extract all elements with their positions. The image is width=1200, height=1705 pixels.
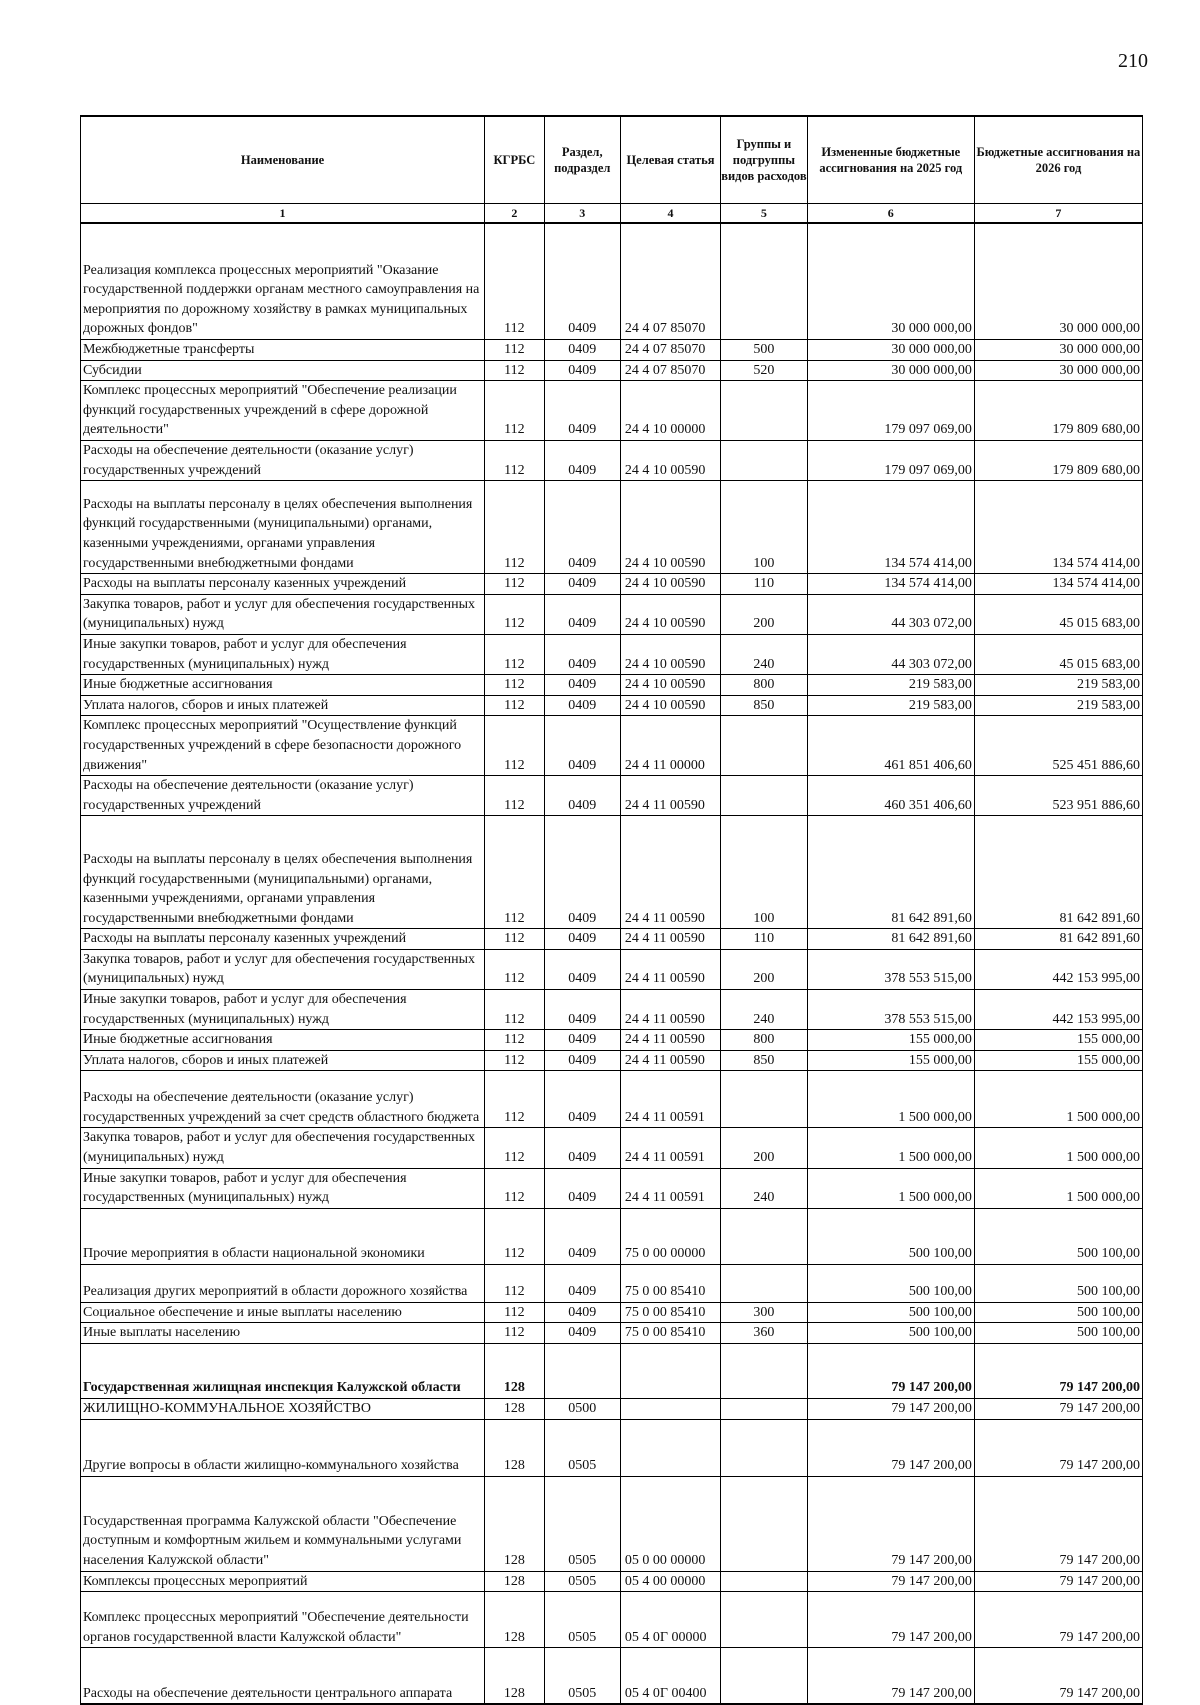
row-name-cell: Расходы на обеспечение деятельности центрального аппарата	[81, 1648, 485, 1705]
row-section-cell: 0409	[544, 1071, 620, 1128]
table-row	[81, 634, 1143, 674]
row-2026-cell: 500 100,00	[974, 1323, 1142, 1344]
row-kgrbs-cell: 112	[485, 1323, 545, 1344]
row-section-cell: 0409	[544, 776, 620, 816]
row-kgrbs-cell: 112	[485, 929, 545, 950]
row-name-cell: Иные закупки товаров, работ и услуг для обеспечения государственных (муниципальных) нужд	[81, 990, 485, 1030]
table-row	[81, 481, 1143, 574]
row-expense-group-cell: 200	[721, 949, 808, 989]
table-row	[81, 929, 1143, 950]
row-2025-cell: 79 147 200,00	[807, 1476, 974, 1571]
row-2026-cell: 134 574 414,00	[974, 481, 1142, 574]
row-target-article-cell: 24 4 07 85070	[620, 223, 720, 340]
row-2026-cell: 30 000 000,00	[974, 360, 1142, 381]
row-2025-cell: 44 303 072,00	[807, 594, 974, 634]
row-expense-group-cell: 100	[721, 816, 808, 929]
row-2025-cell: 79 147 200,00	[807, 1571, 974, 1592]
row-expense-group-cell: 850	[721, 695, 808, 716]
row-target-article-cell: 24 4 11 00000	[620, 716, 720, 776]
row-name-cell: Расходы на выплаты персоналу в целях обеспечения выполнения функций государственными (муниципальными) органами, казенными учреждениями, органами управления государственными внебюджетными фондами	[81, 481, 485, 574]
row-2025-cell: 1 500 000,00	[807, 1168, 974, 1208]
row-expense-group-cell: 240	[721, 1168, 808, 1208]
row-target-article-cell: 24 4 11 00590	[620, 990, 720, 1030]
row-expense-group-cell	[721, 1264, 808, 1302]
row-2026-cell: 219 583,00	[974, 695, 1142, 716]
row-section-cell	[544, 1344, 620, 1399]
row-kgrbs-cell: 112	[485, 1302, 545, 1323]
row-2026-cell: 30 000 000,00	[974, 223, 1142, 340]
row-target-article-cell: 05 4 00 00000	[620, 1571, 720, 1592]
row-2025-cell: 30 000 000,00	[807, 340, 974, 361]
table-row	[81, 574, 1143, 595]
row-expense-group-cell	[721, 1476, 808, 1571]
row-2026-cell: 79 147 200,00	[974, 1344, 1142, 1399]
row-expense-group-cell: 520	[721, 360, 808, 381]
row-kgrbs-cell: 112	[485, 440, 545, 480]
table-row	[81, 1571, 1143, 1592]
row-section-cell: 0409	[544, 481, 620, 574]
row-target-article-cell: 24 4 07 85070	[620, 360, 720, 381]
row-2026-cell: 179 809 680,00	[974, 381, 1142, 441]
row-2026-cell: 523 951 886,60	[974, 776, 1142, 816]
row-2025-cell: 460 351 406,60	[807, 776, 974, 816]
row-kgrbs-cell: 112	[485, 695, 545, 716]
row-name-cell: Расходы на выплаты персоналу в целях обеспечения выполнения функций государственными (муниципальными) органами, казенными учреждениями, органами управления государственными внебюджетными фондами	[81, 816, 485, 929]
row-section-cell: 0505	[544, 1648, 620, 1705]
row-2025-cell: 79 147 200,00	[807, 1344, 974, 1399]
row-kgrbs-cell: 112	[485, 574, 545, 595]
row-name-cell: Закупка товаров, работ и услуг для обеспечения государственных (муниципальных) нужд	[81, 594, 485, 634]
row-section-cell: 0409	[544, 675, 620, 696]
row-2026-cell: 45 015 683,00	[974, 594, 1142, 634]
header-kgrbs: КГРБС	[485, 116, 545, 204]
row-kgrbs-cell: 112	[485, 340, 545, 361]
row-section-cell: 0409	[544, 1168, 620, 1208]
row-target-article-cell: 24 4 11 00590	[620, 1050, 720, 1071]
row-kgrbs-cell: 112	[485, 634, 545, 674]
row-expense-group-cell: 240	[721, 990, 808, 1030]
table-row	[81, 1302, 1143, 1323]
header-row	[81, 116, 1143, 204]
budget-table	[80, 115, 1143, 1705]
table-row	[81, 223, 1143, 340]
row-expense-group-cell: 240	[721, 634, 808, 674]
row-name-cell: Комплекс процессных мероприятий "Осуществление функций государственных учреждений в сфере безопасности дорожного движения"	[81, 716, 485, 776]
row-2025-cell: 81 642 891,60	[807, 929, 974, 950]
row-2025-cell: 134 574 414,00	[807, 574, 974, 595]
row-name-cell: Расходы на обеспечение деятельности (оказание услуг) государственных учреждений	[81, 776, 485, 816]
row-2026-cell: 179 809 680,00	[974, 440, 1142, 480]
row-target-article-cell: 24 4 11 00590	[620, 1030, 720, 1051]
row-2026-cell: 219 583,00	[974, 675, 1142, 696]
row-2026-cell: 81 642 891,60	[974, 929, 1142, 950]
table-row	[81, 1030, 1143, 1051]
row-target-article-cell: 24 4 10 00590	[620, 594, 720, 634]
row-target-article-cell: 24 4 11 00591	[620, 1128, 720, 1168]
row-section-cell: 0409	[544, 990, 620, 1030]
row-target-article-cell: 24 4 10 00590	[620, 695, 720, 716]
row-target-article-cell: 75 0 00 00000	[620, 1208, 720, 1264]
row-2025-cell: 500 100,00	[807, 1323, 974, 1344]
row-kgrbs-cell: 128	[485, 1476, 545, 1571]
column-number-row	[81, 204, 1143, 224]
row-expense-group-cell: 300	[721, 1302, 808, 1323]
row-kgrbs-cell: 112	[485, 1208, 545, 1264]
row-kgrbs-cell: 112	[485, 1264, 545, 1302]
table-row	[81, 776, 1143, 816]
row-name-cell: Прочие мероприятия в области национальной экономики	[81, 1208, 485, 1264]
row-target-article-cell	[620, 1419, 720, 1476]
row-2025-cell: 81 642 891,60	[807, 816, 974, 929]
row-section-cell: 0409	[544, 1302, 620, 1323]
row-expense-group-cell	[721, 1344, 808, 1399]
table-row	[81, 1264, 1143, 1302]
row-name-cell: Реализация других мероприятий в области дорожного хозяйства	[81, 1264, 485, 1302]
row-expense-group-cell	[721, 1399, 808, 1420]
row-section-cell: 0500	[544, 1399, 620, 1420]
row-name-cell: Уплата налогов, сборов и иных платежей	[81, 695, 485, 716]
table-row	[81, 1419, 1143, 1476]
row-kgrbs-cell: 112	[485, 816, 545, 929]
row-2025-cell: 79 147 200,00	[807, 1648, 974, 1705]
column-number: 5	[721, 204, 808, 224]
row-2026-cell: 500 100,00	[974, 1264, 1142, 1302]
row-kgrbs-cell: 128	[485, 1571, 545, 1592]
row-target-article-cell: 24 4 11 00591	[620, 1168, 720, 1208]
row-2025-cell: 179 097 069,00	[807, 381, 974, 441]
row-2025-cell: 378 553 515,00	[807, 949, 974, 989]
row-name-cell: Иные бюджетные ассигнования	[81, 675, 485, 696]
row-expense-group-cell: 110	[721, 574, 808, 595]
header-2026: Бюджетные ассигнования на 2026 год	[974, 116, 1142, 204]
row-kgrbs-cell: 128	[485, 1399, 545, 1420]
row-target-article-cell: 24 4 10 00590	[620, 574, 720, 595]
column-number: 2	[485, 204, 545, 224]
row-name-cell: Расходы на обеспечение деятельности (оказание услуг) государственных учреждений за счет средств областного бюджета	[81, 1071, 485, 1128]
row-2025-cell: 79 147 200,00	[807, 1399, 974, 1420]
row-2025-cell: 219 583,00	[807, 695, 974, 716]
row-expense-group-cell	[721, 381, 808, 441]
row-kgrbs-cell: 128	[485, 1419, 545, 1476]
header-target-article: Целевая статья	[620, 116, 720, 204]
row-section-cell: 0409	[544, 1264, 620, 1302]
row-kgrbs-cell: 112	[485, 481, 545, 574]
row-section-cell: 0409	[544, 1323, 620, 1344]
row-section-cell: 0505	[544, 1419, 620, 1476]
row-target-article-cell: 24 4 10 00000	[620, 381, 720, 441]
row-2026-cell: 81 642 891,60	[974, 816, 1142, 929]
row-2026-cell: 45 015 683,00	[974, 634, 1142, 674]
table-row	[81, 1648, 1143, 1705]
row-expense-group-cell: 500	[721, 340, 808, 361]
row-target-article-cell	[620, 1399, 720, 1420]
row-2025-cell: 79 147 200,00	[807, 1592, 974, 1648]
row-name-cell: Государственная жилищная инспекция Калужской области	[81, 1344, 485, 1399]
row-section-cell: 0505	[544, 1476, 620, 1571]
row-name-cell: Уплата налогов, сборов и иных платежей	[81, 1050, 485, 1071]
row-name-cell: Другие вопросы в области жилищно-коммунального хозяйства	[81, 1419, 485, 1476]
row-name-cell: Комплекс процессных мероприятий "Обеспечение деятельности органов государственной власти Калужской области"	[81, 1592, 485, 1648]
row-expense-group-cell: 360	[721, 1323, 808, 1344]
table-row	[81, 1208, 1143, 1264]
row-target-article-cell: 75 0 00 85410	[620, 1302, 720, 1323]
row-name-cell: Расходы на обеспечение деятельности (оказание услуг) государственных учреждений	[81, 440, 485, 480]
row-section-cell: 0409	[544, 340, 620, 361]
row-expense-group-cell	[721, 1571, 808, 1592]
row-expense-group-cell	[721, 716, 808, 776]
table-row	[81, 1050, 1143, 1071]
row-2025-cell: 155 000,00	[807, 1030, 974, 1051]
table-row	[81, 1128, 1143, 1168]
row-name-cell: Расходы на выплаты персоналу казенных учреждений	[81, 574, 485, 595]
row-2025-cell: 1 500 000,00	[807, 1071, 974, 1128]
row-name-cell: Закупка товаров, работ и услуг для обеспечения государственных (муниципальных) нужд	[81, 1128, 485, 1168]
row-name-cell: Расходы на выплаты персоналу казенных учреждений	[81, 929, 485, 950]
row-name-cell: Иные выплаты населению	[81, 1323, 485, 1344]
row-2026-cell: 79 147 200,00	[974, 1419, 1142, 1476]
header-expense-group: Группы и подгруппы видов расходов	[721, 116, 808, 204]
row-target-article-cell: 24 4 11 00590	[620, 776, 720, 816]
row-2026-cell: 79 147 200,00	[974, 1592, 1142, 1648]
row-2026-cell: 79 147 200,00	[974, 1648, 1142, 1705]
header-section: Раздел, подраздел	[544, 116, 620, 204]
row-2026-cell: 500 100,00	[974, 1208, 1142, 1264]
row-2026-cell: 1 500 000,00	[974, 1168, 1142, 1208]
row-name-cell: Межбюджетные трансферты	[81, 340, 485, 361]
row-expense-group-cell: 200	[721, 594, 808, 634]
row-target-article-cell: 24 4 11 00590	[620, 949, 720, 989]
table-row	[81, 1592, 1143, 1648]
row-2026-cell: 155 000,00	[974, 1050, 1142, 1071]
row-2026-cell: 30 000 000,00	[974, 340, 1142, 361]
row-kgrbs-cell: 128	[485, 1592, 545, 1648]
row-kgrbs-cell: 112	[485, 1071, 545, 1128]
row-2026-cell: 1 500 000,00	[974, 1071, 1142, 1128]
page-number: 210	[1118, 50, 1148, 72]
row-section-cell: 0409	[544, 574, 620, 595]
row-expense-group-cell	[721, 1208, 808, 1264]
row-2025-cell: 500 100,00	[807, 1208, 974, 1264]
row-section-cell: 0409	[544, 716, 620, 776]
row-2025-cell: 44 303 072,00	[807, 634, 974, 674]
row-target-article-cell: 24 4 10 00590	[620, 634, 720, 674]
row-section-cell: 0505	[544, 1592, 620, 1648]
row-2025-cell: 179 097 069,00	[807, 440, 974, 480]
row-expense-group-cell: 850	[721, 1050, 808, 1071]
row-section-cell: 0409	[544, 1030, 620, 1051]
row-2025-cell: 500 100,00	[807, 1302, 974, 1323]
row-section-cell: 0409	[544, 1128, 620, 1168]
row-2025-cell: 79 147 200,00	[807, 1419, 974, 1476]
row-kgrbs-cell: 128	[485, 1344, 545, 1399]
table-row	[81, 1323, 1143, 1344]
row-target-article-cell: 24 4 11 00591	[620, 1071, 720, 1128]
table-row	[81, 594, 1143, 634]
table-row	[81, 440, 1143, 480]
row-kgrbs-cell: 112	[485, 381, 545, 441]
row-section-cell: 0409	[544, 381, 620, 441]
column-number: 4	[620, 204, 720, 224]
row-expense-group-cell: 100	[721, 481, 808, 574]
row-target-article-cell: 75 0 00 85410	[620, 1264, 720, 1302]
row-2025-cell: 219 583,00	[807, 675, 974, 696]
row-2025-cell: 378 553 515,00	[807, 990, 974, 1030]
row-kgrbs-cell: 112	[485, 716, 545, 776]
row-2025-cell: 461 851 406,60	[807, 716, 974, 776]
row-target-article-cell: 05 4 0Г 00400	[620, 1648, 720, 1705]
row-section-cell: 0409	[544, 695, 620, 716]
row-2026-cell: 1 500 000,00	[974, 1128, 1142, 1168]
row-kgrbs-cell: 128	[485, 1648, 545, 1705]
row-name-cell: Комплексы процессных мероприятий	[81, 1571, 485, 1592]
row-section-cell: 0409	[544, 929, 620, 950]
table-body	[81, 223, 1143, 1704]
row-kgrbs-cell: 112	[485, 1030, 545, 1051]
row-kgrbs-cell: 112	[485, 990, 545, 1030]
row-target-article-cell: 24 4 11 00590	[620, 816, 720, 929]
row-kgrbs-cell: 112	[485, 1128, 545, 1168]
row-expense-group-cell	[721, 1071, 808, 1128]
row-2026-cell: 79 147 200,00	[974, 1571, 1142, 1592]
table-row	[81, 1168, 1143, 1208]
row-2025-cell: 134 574 414,00	[807, 481, 974, 574]
row-expense-group-cell	[721, 223, 808, 340]
column-number: 3	[544, 204, 620, 224]
row-name-cell: Иные закупки товаров, работ и услуг для обеспечения государственных (муниципальных) нужд	[81, 1168, 485, 1208]
row-section-cell: 0409	[544, 440, 620, 480]
row-section-cell: 0409	[544, 949, 620, 989]
column-number: 1	[81, 204, 485, 224]
row-2025-cell: 30 000 000,00	[807, 360, 974, 381]
row-2026-cell: 134 574 414,00	[974, 574, 1142, 595]
row-name-cell: Социальное обеспечение и иные выплаты населению	[81, 1302, 485, 1323]
row-name-cell: ЖИЛИЩНО-КОММУНАЛЬНОЕ ХОЗЯЙСТВО	[81, 1399, 485, 1420]
row-kgrbs-cell: 112	[485, 223, 545, 340]
row-section-cell: 0409	[544, 816, 620, 929]
table-row	[81, 381, 1143, 441]
row-kgrbs-cell: 112	[485, 949, 545, 989]
row-expense-group-cell	[721, 440, 808, 480]
row-target-article-cell: 24 4 10 00590	[620, 440, 720, 480]
row-section-cell: 0409	[544, 594, 620, 634]
row-target-article-cell: 24 4 10 00590	[620, 481, 720, 574]
table-row	[81, 716, 1143, 776]
row-2026-cell: 442 153 995,00	[974, 990, 1142, 1030]
row-section-cell: 0505	[544, 1571, 620, 1592]
row-2026-cell: 79 147 200,00	[974, 1476, 1142, 1571]
column-number: 6	[807, 204, 974, 224]
row-name-cell: Иные закупки товаров, работ и услуг для обеспечения государственных (муниципальных) нужд	[81, 634, 485, 674]
table-row	[81, 340, 1143, 361]
row-2025-cell: 500 100,00	[807, 1264, 974, 1302]
row-2025-cell: 30 000 000,00	[807, 223, 974, 340]
column-number: 7	[974, 204, 1142, 224]
table-row	[81, 816, 1143, 929]
row-expense-group-cell	[721, 1648, 808, 1705]
row-name-cell: Субсидии	[81, 360, 485, 381]
row-expense-group-cell: 800	[721, 675, 808, 696]
row-2025-cell: 155 000,00	[807, 1050, 974, 1071]
table-row	[81, 695, 1143, 716]
row-kgrbs-cell: 112	[485, 360, 545, 381]
row-kgrbs-cell: 112	[485, 776, 545, 816]
row-target-article-cell	[620, 1344, 720, 1399]
row-expense-group-cell: 110	[721, 929, 808, 950]
row-target-article-cell: 05 0 00 00000	[620, 1476, 720, 1571]
row-2026-cell: 500 100,00	[974, 1302, 1142, 1323]
row-expense-group-cell: 200	[721, 1128, 808, 1168]
row-name-cell: Закупка товаров, работ и услуг для обеспечения государственных (муниципальных) нужд	[81, 949, 485, 989]
row-expense-group-cell	[721, 776, 808, 816]
row-target-article-cell: 75 0 00 85410	[620, 1323, 720, 1344]
header-name: Наименование	[81, 116, 485, 204]
row-name-cell: Государственная программа Калужской области "Обеспечение доступным и комфортным жильем и коммунальными услугами населения Калужской области"	[81, 1476, 485, 1571]
row-expense-group-cell	[721, 1592, 808, 1648]
row-kgrbs-cell: 112	[485, 594, 545, 634]
row-2026-cell: 79 147 200,00	[974, 1399, 1142, 1420]
row-target-article-cell: 24 4 11 00590	[620, 929, 720, 950]
row-expense-group-cell: 800	[721, 1030, 808, 1051]
row-kgrbs-cell: 112	[485, 675, 545, 696]
row-kgrbs-cell: 112	[485, 1050, 545, 1071]
row-target-article-cell: 24 4 07 85070	[620, 340, 720, 361]
header-2025: Измененные бюджетные ассигнования на 2025 год	[807, 116, 974, 204]
table-row	[81, 990, 1143, 1030]
row-target-article-cell: 24 4 10 00590	[620, 675, 720, 696]
row-2026-cell: 525 451 886,60	[974, 716, 1142, 776]
row-target-article-cell: 05 4 0Г 00000	[620, 1592, 720, 1648]
row-section-cell: 0409	[544, 1050, 620, 1071]
row-2026-cell: 155 000,00	[974, 1030, 1142, 1051]
row-section-cell: 0409	[544, 360, 620, 381]
row-name-cell: Комплекс процессных мероприятий "Обеспечение реализации функций государственных учреждений в сфере дорожной деятельности"	[81, 381, 485, 441]
row-kgrbs-cell: 112	[485, 1168, 545, 1208]
row-2026-cell: 442 153 995,00	[974, 949, 1142, 989]
table-row	[81, 1399, 1143, 1420]
table-row	[81, 675, 1143, 696]
table-row	[81, 1344, 1143, 1399]
row-section-cell: 0409	[544, 1208, 620, 1264]
row-section-cell: 0409	[544, 223, 620, 340]
row-2025-cell: 1 500 000,00	[807, 1128, 974, 1168]
table-row	[81, 360, 1143, 381]
row-expense-group-cell	[721, 1419, 808, 1476]
row-name-cell: Реализация комплекса процессных мероприятий "Оказание государственной поддержки органам местного самоуправления на мероприятия по дорожному хозяйству в рамках муниципальных дорожных фондов"	[81, 223, 485, 340]
row-section-cell: 0409	[544, 634, 620, 674]
table-row	[81, 1071, 1143, 1128]
table-row	[81, 1476, 1143, 1571]
table-row	[81, 949, 1143, 989]
row-name-cell: Иные бюджетные ассигнования	[81, 1030, 485, 1051]
